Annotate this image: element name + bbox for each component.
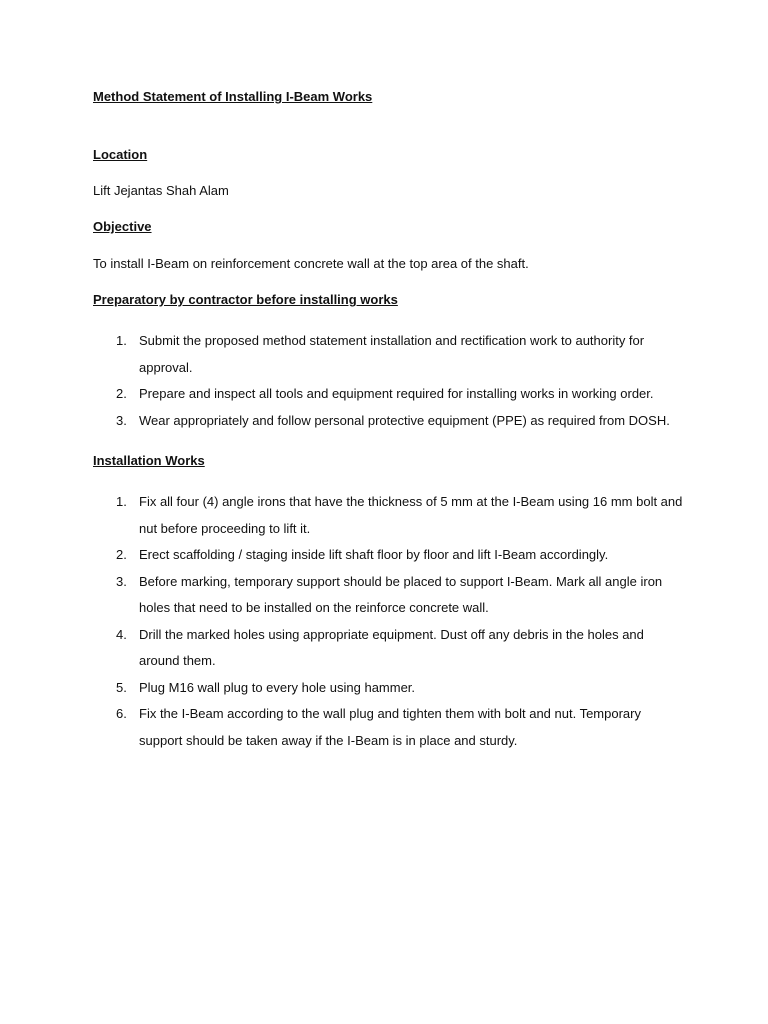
list-item-number: 1.: [116, 333, 127, 348]
list-item-text: Fix the I-Beam according to the wall plug and tighten them with bolt and nut. Temporary support should be taken away if the I-Beam is in place and sturdy.: [139, 706, 641, 748]
objective-heading: Objective: [93, 219, 152, 234]
document-body: [93, 88, 683, 772]
installation-heading: Installation Works: [93, 453, 205, 468]
list-item: [93, 569, 683, 622]
list-item-text: Wear appropriately and follow personal protective equipment (PPE) as required from DOSH.: [139, 412, 670, 428]
list-item-text: Fix all four (4) angle irons that have the thickness of 5 mm at the I-Beam using 16 mm bolt and nut before proceeding to lift it.: [139, 494, 683, 536]
list-item-text: Before marking, temporary support should be placed to support I-Beam. Mark all angle iron holes that need to be installed on the reinforce concrete wall.: [139, 573, 663, 615]
list-item-text: Submit the proposed method statement installation and rectification work to authority for approval.: [139, 333, 645, 375]
list-item: [93, 622, 683, 675]
list-item: [93, 489, 683, 542]
preparatory-list: [93, 328, 683, 434]
list-item: [93, 381, 683, 408]
list-item-number: 2.: [116, 547, 127, 562]
list-item-number: 3.: [116, 412, 127, 428]
list-item: [93, 542, 683, 569]
list-item-number: 6.: [116, 706, 127, 721]
list-item-number: 4.: [116, 626, 127, 642]
location-heading: Location: [93, 147, 148, 162]
list-item-number: 5.: [116, 679, 127, 695]
list-item: [93, 328, 683, 381]
list-item-text: Drill the marked holes using appropriate equipment. Dust off any debris in the holes and around them.: [139, 626, 644, 668]
list-item: [93, 701, 683, 754]
list-item-text: Prepare and inspect all tools and equipment required for installing works in working order.: [139, 386, 654, 401]
objective-text: To install I-Beam on reinforcement concrete wall at the top area of the shaft.: [93, 256, 529, 271]
list-item-number: 3.: [116, 573, 127, 589]
location-text: Lift Jejantas Shah Alam: [93, 183, 229, 198]
list-item-text: Plug M16 wall plug to every hole using hammer.: [139, 679, 416, 695]
installation-list: [93, 489, 683, 754]
list-item-number: 2.: [116, 386, 127, 401]
list-item-number: 1.: [116, 494, 127, 509]
list-item: [93, 675, 683, 702]
document-title: Method Statement of Installing I-Beam Works: [93, 89, 373, 104]
list-item-text: Erect scaffolding / staging inside lift shaft floor by floor and lift I-Beam accordingly.: [139, 547, 609, 562]
list-item: [93, 408, 683, 435]
preparatory-heading: Preparatory by contractor before installing works: [93, 292, 398, 307]
